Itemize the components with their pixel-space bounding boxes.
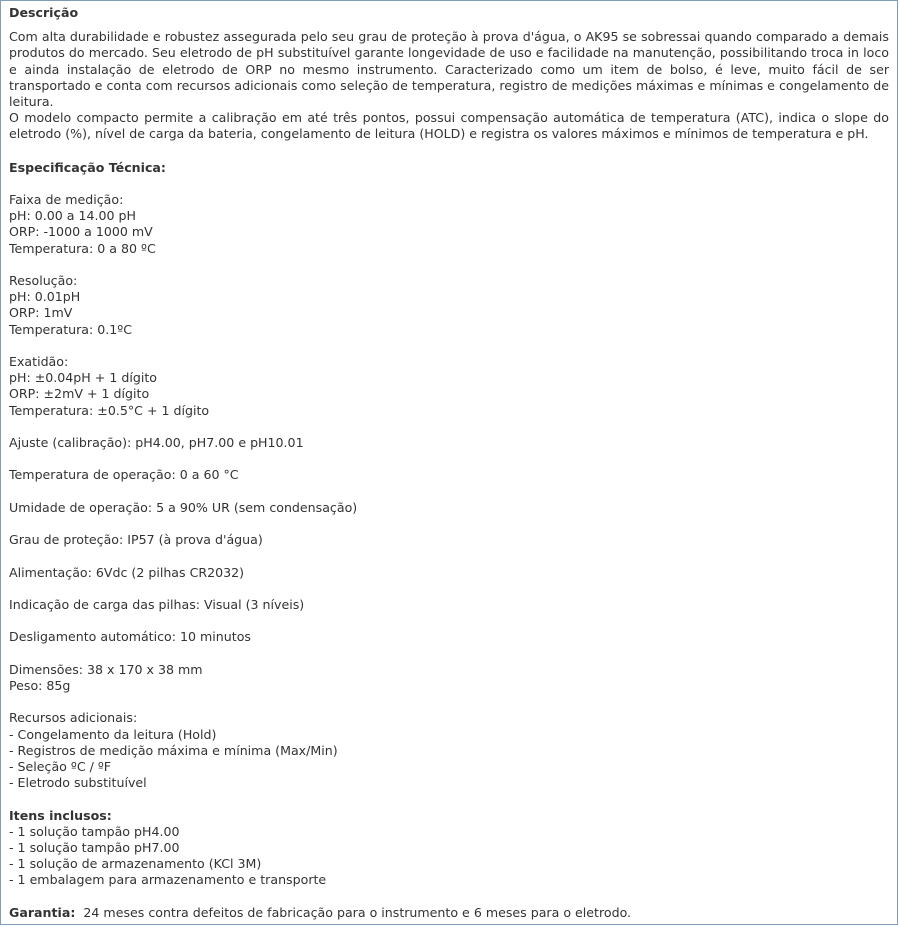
spacer xyxy=(9,451,889,467)
description-heading: Descrição xyxy=(9,5,79,20)
included-item: - 1 solução tampão pH7.00 xyxy=(9,839,180,855)
protection-grade-spec: Grau de proteção: IP57 (à prova d'água) xyxy=(9,532,263,548)
spacer xyxy=(9,419,889,435)
accuracy-orp: ORP: ±2mV + 1 dígito xyxy=(9,386,150,402)
spacer xyxy=(9,338,889,354)
spacer xyxy=(9,257,889,273)
spacer xyxy=(9,176,889,192)
accuracy-temperature: Temperatura: ±0.5°C + 1 dígito xyxy=(9,402,210,418)
spacer xyxy=(9,889,889,905)
description-paragraph-1: Com alta durabilidade e robustez assegurada pelo seu grau de proteção à prova d'água, o AK95 se sobressai quando comparado a demais produtos do mercado. Seu eletrodo de pH substituível garante longevidade de uso e facilidade na manutenção, possibilitando troca in loco e ainda instalação de eletrodo de ORP no mesmo instrumento. Caracterizado como um item de bolso, é leve, muito fácil de ser transportado e conta com recursos adicionais como seleção de temperatura, registro de medições máximas e mínimas e congelamento de leitura. xyxy=(9,29,889,110)
description-paragraph-2: O modelo compacto permite a calibração em até três pontos, possui compensação automática de temperatura (ATC), indica o slope do eletrodo (%), nível de carga da bateria, congelamento de leitura (HOLD) e registra os valores máximos e mínimos de temperatura e pH. xyxy=(9,110,889,142)
operating-humidity-spec: Umidade de operação: 5 a 90% UR (sem condensação) xyxy=(9,499,358,515)
resolution-orp: ORP: 1mV xyxy=(9,305,73,321)
accuracy-title: Exatidão: xyxy=(9,354,69,370)
calibration-spec: Ajuste (calibração): pH4.00, pH7.00 e pH10.01 xyxy=(9,435,304,451)
spacer xyxy=(9,694,889,710)
range-title: Faixa de medição: xyxy=(9,192,124,208)
range-ph: pH: 0.00 a 14.00 pH xyxy=(9,208,136,224)
spacer xyxy=(9,581,889,597)
spacer xyxy=(9,143,889,160)
included-item: - 1 solução de armazenamento (KCl 3M) xyxy=(9,856,262,872)
resolution-temperature: Temperatura: 0.1ºC xyxy=(9,321,133,337)
resolution-title: Resolução: xyxy=(9,273,78,289)
included-item: - 1 solução tampão pH4.00 xyxy=(9,823,180,839)
warranty-text: 24 meses contra defeitos de fabricação para o instrumento e 6 meses para o eletrodo. xyxy=(83,904,632,920)
range-orp: ORP: -1000 a 1000 mV xyxy=(9,224,153,240)
feature-item: - Congelamento da leitura (Hold) xyxy=(9,726,217,742)
auto-off-spec: Desligamento automático: 10 minutos xyxy=(9,629,251,645)
resolution-ph: pH: 0.01pH xyxy=(9,289,81,305)
spacer xyxy=(9,646,889,662)
dimensions-spec: Dimensões: 38 x 170 x 38 mm xyxy=(9,661,203,677)
operating-temperature-spec: Temperatura de operação: 0 a 60 °C xyxy=(9,467,239,483)
warranty-label: Garantia: xyxy=(9,904,76,920)
spacer xyxy=(9,791,889,807)
accuracy-ph: pH: ±0.04pH + 1 dígito xyxy=(9,370,157,386)
feature-item: - Eletrodo substituível xyxy=(9,775,147,791)
warranty-line xyxy=(9,905,889,921)
spacer xyxy=(9,516,889,532)
spacer xyxy=(9,613,889,629)
feature-item: - Registros de medição máxima e mínima (Max/Min) xyxy=(9,742,338,758)
spacer xyxy=(9,484,889,500)
power-supply-spec: Alimentação: 6Vdc (2 pilhas CR2032) xyxy=(9,564,245,580)
weight-spec: Peso: 85g xyxy=(9,677,71,693)
range-temperature: Temperatura: 0 a 80 ºC xyxy=(9,240,156,256)
included-item: - 1 embalagem para armazenamento e transporte xyxy=(9,872,327,888)
spec-heading: Especificação Técnica: xyxy=(9,159,166,175)
features-title: Recursos adicionais: xyxy=(9,710,138,726)
included-items-heading: Itens inclusos: xyxy=(9,807,112,823)
spacer xyxy=(9,548,889,564)
spacer xyxy=(9,21,889,29)
feature-item: - Seleção ºC / ºF xyxy=(9,758,112,774)
battery-indicator-spec: Indicação de carga das pilhas: Visual (3 níveis) xyxy=(9,596,305,612)
